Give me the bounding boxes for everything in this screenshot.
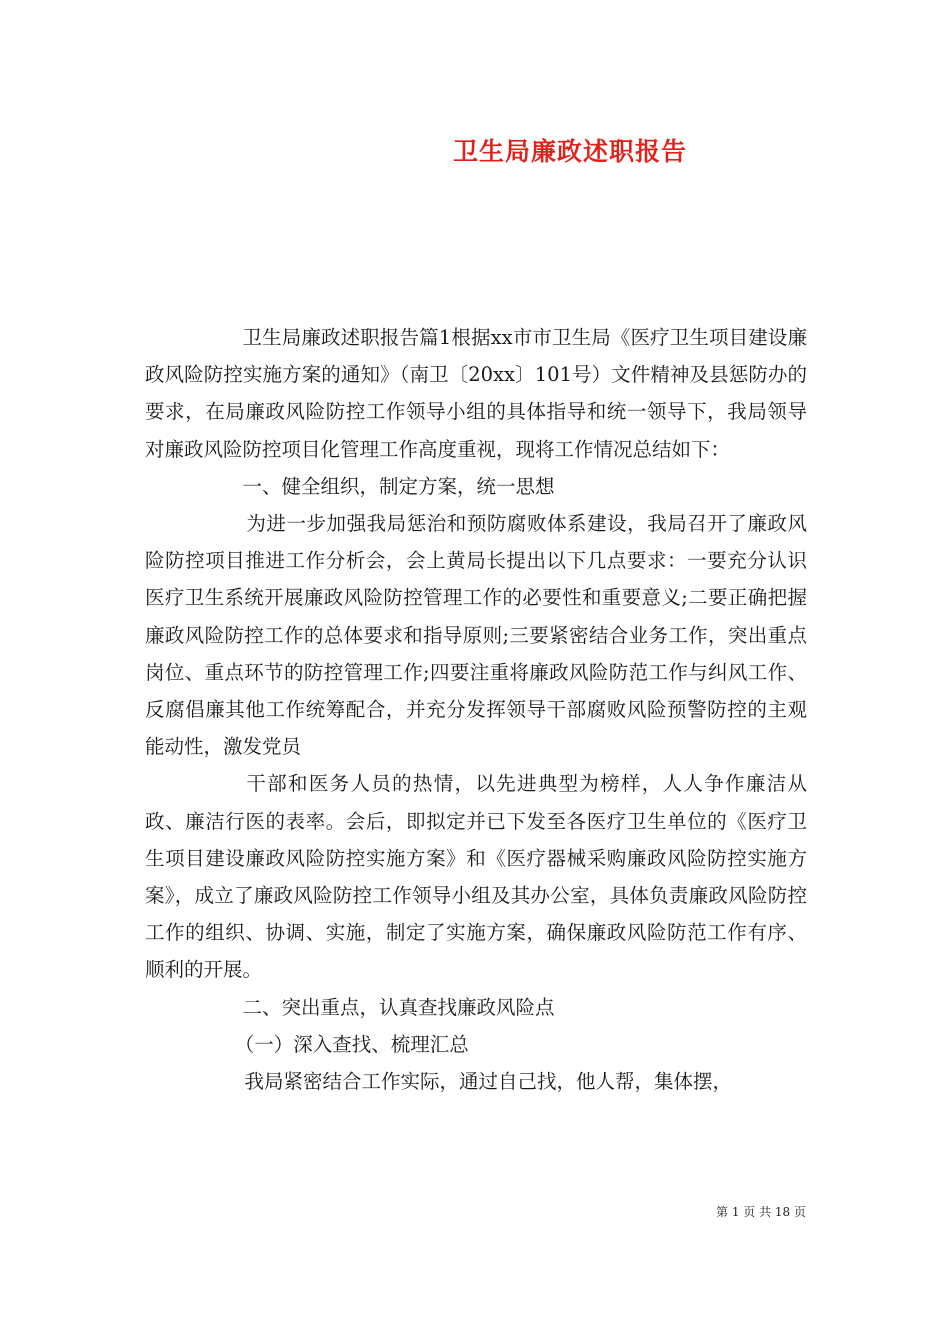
paragraph-implementation: 干部和医务人员的热情，以先进典型为榜样，人人争作廉洁从政、廉洁行医的表率。会后，即拟定并已下发至各医疗卫生单位的《医疗卫生项目建设廉政风险防控实施方案》和《医疗器械采购廉政风险防控实施方案》，成立了廉政风险防控工作领导小组及其办公室，具体负责廉政风险防控工作的组织、协调、实施，制定了实施方案，确保廉政风险防范工作有序、顺利的开展。 — [145, 772, 807, 982]
page-number-footer: 第 1 页 共 18 页 — [716, 1205, 806, 1219]
document-title: 卫生局廉政述职报告 — [452, 137, 687, 166]
document-body — [145, 319, 807, 1100]
paragraph-intro: 卫生局廉政述职报告篇1根据xx市市卫生局《医疗卫生项目建设廉政风险防控实施方案的通知》（南卫〔20xx〕101号）文件精神及县惩防办的要求，在局廉政风险防控工作领导小组的具体指导和统一领导下，我局领导对廉政风险防控项目化管理工作高度重视，现将工作情况总结如下： — [145, 326, 807, 461]
section-heading-2: 二、突出重点，认真查找廉政风险点 — [242, 995, 555, 1019]
paragraph-requirements: 为进一步加强我局惩治和预防腐败体系建设，我局召开了廉政风险防控项目推进工作分析会，会上黄局长提出以下几点要求：一要充分认识医疗卫生系统开展廉政风险防控管理工作的必要性和重要意义;二要正确把握廉政风险防控工作的总体要求和指导原则;三要紧密结合业务工作，突出重点岗位、重点环节的防控管理工作;四要注重将廉政风险防范工作与纠风工作、反腐倡廉其他工作统筹配合，并充分发挥领导干部腐败风险预警防控的主观能动性，激发党员 — [145, 512, 807, 759]
section-heading-1: 一、健全组织，制定方案，统一思想 — [242, 474, 555, 498]
subsection-heading-1: （一）深入查找、梳理汇总 — [234, 1032, 469, 1056]
paragraph-search: 我局紧密结合工作实际，通过自己找，他人帮，集体摆， — [244, 1070, 732, 1094]
